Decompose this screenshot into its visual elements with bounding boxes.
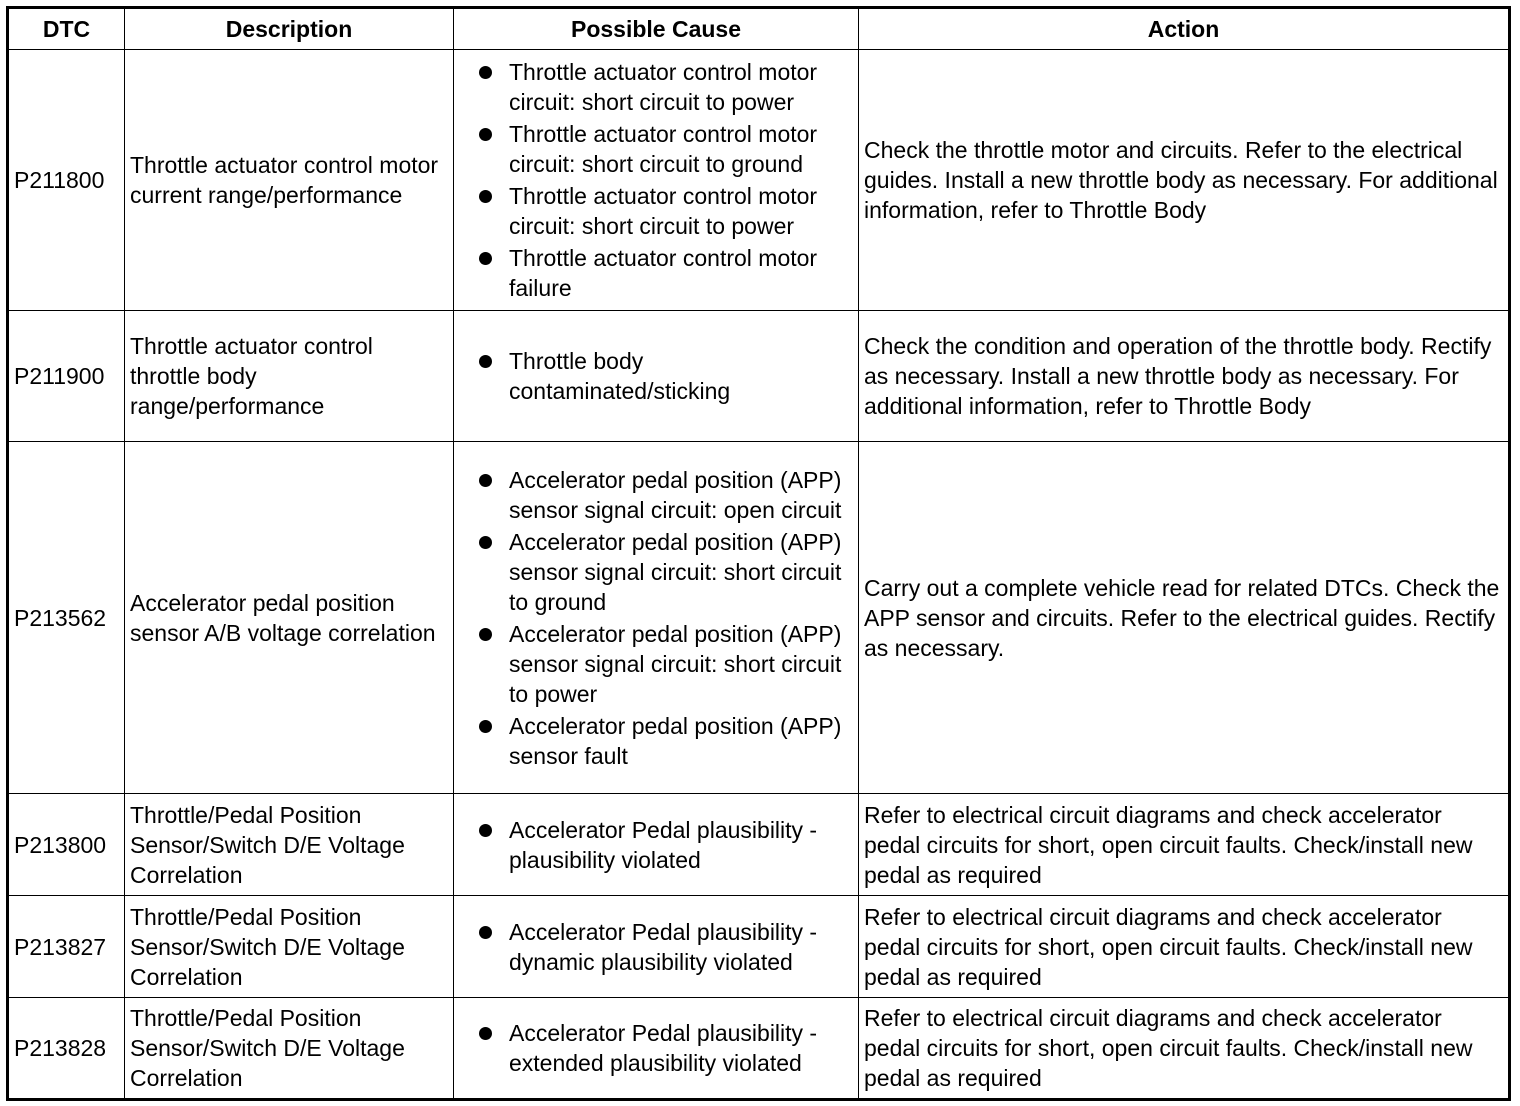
- dtc-description: Throttle actuator control throttle body range/performance: [125, 311, 454, 442]
- cause-list: [459, 57, 853, 303]
- cause-text: Accelerator Pedal plausibility - dynamic plausibility violated: [509, 918, 818, 975]
- bullet-icon: [479, 474, 492, 487]
- cause-text: Accelerator pedal position (APP) sensor fault: [509, 712, 842, 769]
- cause-text: Accelerator pedal position (APP) sensor signal circuit: short circuit to ground: [509, 528, 842, 615]
- cause-text: Throttle actuator control motor circuit: short circuit to ground: [509, 121, 818, 177]
- dtc-code: P211800: [8, 50, 125, 311]
- cause-text: Accelerator Pedal plausibility - plausibility violated: [509, 816, 818, 873]
- cause-list: [459, 1018, 853, 1078]
- header-cause: Possible Cause: [454, 8, 859, 50]
- cause-list: [459, 815, 853, 875]
- action-text: Check the condition and operation of the throttle body. Rectify as necessary. Install a new throttle body as necessary. For additional information, refer to Throttle Body: [859, 311, 1510, 442]
- list-item: [509, 815, 853, 875]
- list-item: [509, 346, 853, 406]
- list-item: [509, 711, 853, 771]
- list-item: [509, 1018, 853, 1078]
- cause-text: Throttle actuator control motor circuit: short circuit to power: [509, 183, 818, 239]
- list-item: [509, 619, 853, 709]
- bullet-icon: [479, 628, 492, 641]
- cause-text: Accelerator pedal position (APP) sensor signal circuit: open circuit: [509, 466, 842, 523]
- bullet-icon: [479, 824, 492, 837]
- cause-text: Throttle actuator control motor failure: [509, 245, 818, 301]
- list-item: [509, 181, 853, 241]
- cause-list: [459, 917, 853, 977]
- table-row: [8, 50, 1510, 311]
- bullet-icon: [479, 66, 492, 79]
- dtc-table: [6, 6, 1511, 1101]
- list-item: [509, 243, 853, 303]
- table-row: [8, 442, 1510, 794]
- list-item: [509, 119, 853, 179]
- dtc-description: Throttle/Pedal Position Sensor/Switch D/E Voltage Correlation: [125, 998, 454, 1100]
- action-text: Refer to electrical circuit diagrams and check accelerator pedal circuits for short, open circuit faults. Check/install new pedal as required: [859, 794, 1510, 896]
- action-text: Carry out a complete vehicle read for related DTCs. Check the APP sensor and circuits. Refer to the electrical guides. Rectify as necessary.: [859, 442, 1510, 794]
- dtc-description: Throttle actuator control motor current range/performance: [125, 50, 454, 311]
- dtc-description: Accelerator pedal position sensor A/B voltage correlation: [125, 442, 454, 794]
- list-item: [509, 917, 853, 977]
- cause-text: Throttle actuator control motor circuit: short circuit to power: [509, 59, 818, 115]
- cause-text: Accelerator Pedal plausibility - extended plausibility violated: [509, 1020, 818, 1076]
- header-dtc: DTC: [8, 8, 125, 50]
- cause-cell: [454, 442, 859, 794]
- list-item: [509, 527, 853, 617]
- header-row: [8, 8, 1510, 50]
- table-row: [8, 998, 1510, 1100]
- cause-cell: [454, 998, 859, 1100]
- bullet-icon: [479, 1027, 492, 1040]
- cause-text: Throttle body contaminated/sticking: [509, 348, 731, 404]
- dtc-code: P213800: [8, 794, 125, 896]
- bullet-icon: [479, 536, 492, 549]
- action-text: Check the throttle motor and circuits. Refer to the electrical guides. Install a new throttle body as necessary. For additional information, refer to Throttle Body: [859, 50, 1510, 311]
- bullet-icon: [479, 128, 492, 141]
- list-item: [509, 465, 853, 525]
- dtc-description: Throttle/Pedal Position Sensor/Switch D/E Voltage Correlation: [125, 794, 454, 896]
- cause-cell: [454, 311, 859, 442]
- dtc-code: P213828: [8, 998, 125, 1100]
- cause-list: [459, 346, 853, 406]
- action-text: Refer to electrical circuit diagrams and check accelerator pedal circuits for short, open circuit faults. Check/install new pedal as required: [859, 896, 1510, 998]
- cause-text: Accelerator pedal position (APP) sensor signal circuit: short circuit to power: [509, 620, 842, 707]
- table-row: [8, 896, 1510, 998]
- dtc-description: Throttle/Pedal Position Sensor/Switch D/E Voltage Correlation: [125, 896, 454, 998]
- dtc-code: P211900: [8, 311, 125, 442]
- bullet-icon: [479, 190, 492, 203]
- dtc-code: P213827: [8, 896, 125, 998]
- cause-list: [459, 465, 853, 771]
- bullet-icon: [479, 252, 492, 265]
- table-row: [8, 794, 1510, 896]
- cause-cell: [454, 896, 859, 998]
- list-item: [509, 57, 853, 117]
- bullet-icon: [479, 926, 492, 939]
- cause-cell: [454, 50, 859, 311]
- cause-cell: [454, 794, 859, 896]
- header-description: Description: [125, 8, 454, 50]
- bullet-icon: [479, 355, 492, 368]
- table-row: [8, 311, 1510, 442]
- header-action: Action: [859, 8, 1510, 50]
- action-text: Refer to electrical circuit diagrams and check accelerator pedal circuits for short, open circuit faults. Check/install new pedal as required: [859, 998, 1510, 1100]
- bullet-icon: [479, 720, 492, 733]
- dtc-code: P213562: [8, 442, 125, 794]
